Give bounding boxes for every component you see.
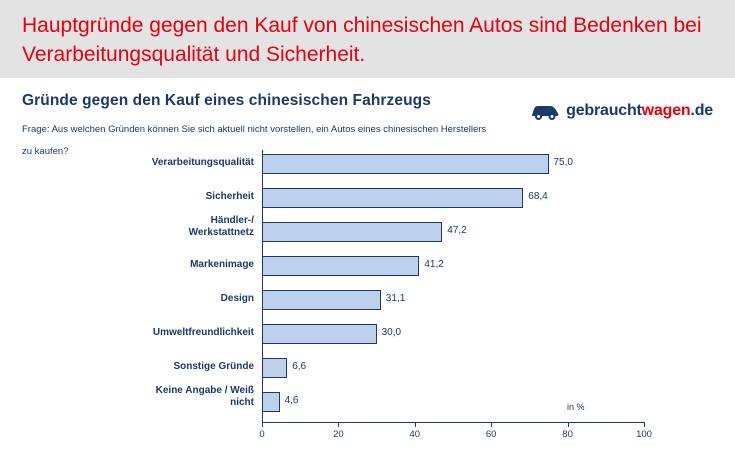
category-label: Sonstige Gründe (173, 361, 254, 372)
category-label: Händler-/ Werkstattnetz (188, 215, 254, 238)
x-axis-line (262, 422, 644, 423)
x-axis-tick (644, 422, 645, 427)
bar-value-label: 30,0 (381, 327, 402, 338)
chart-panel (0, 78, 735, 467)
x-axis-unit-label: in % (567, 402, 585, 412)
x-axis-tick-label: 100 (636, 429, 652, 440)
logo-text-part2: wagen (641, 102, 691, 119)
bar-chart-plot (151, 150, 652, 440)
logo-text (566, 102, 713, 120)
x-axis-tick (338, 422, 339, 427)
category-label: Umweltfreundlichkeit (152, 327, 254, 338)
category-label: Markenimage (190, 259, 254, 270)
bar (262, 324, 377, 344)
x-axis-tick-label: 0 (259, 429, 265, 440)
chart-title: Gründe gegen den Kauf eines chinesischen Fahrzeugs (22, 92, 431, 109)
bar-value-label: 4,6 (284, 395, 299, 406)
bar (262, 154, 549, 174)
headline-band (0, 0, 735, 78)
bar (262, 222, 442, 242)
chart-question: Frage: Aus welchen Gründen können Sie sich aktuell nicht vorstellen, ein Autos eines chinesischen Herstellers zu kaufen? (22, 124, 487, 157)
bar-value-label: 75,0 (553, 157, 573, 168)
bar (262, 358, 287, 378)
bar (262, 290, 381, 310)
x-axis-tick (415, 422, 416, 427)
category-label: Keine Angabe / Weiß nicht (155, 385, 254, 408)
x-axis-tick-label: 40 (409, 429, 421, 440)
category-label: Sicherheit (205, 191, 254, 202)
x-axis-tick-label: 20 (333, 429, 344, 440)
headline-text: Hauptgründe gegen den Kauf von chinesischen Autos sind Bedenken bei Verarbeitungsqualität und Sicherheit. (22, 14, 702, 66)
bar-value-label: 68,4 (528, 191, 548, 202)
brand-logo (530, 98, 713, 124)
category-label: Design (220, 293, 254, 304)
x-axis-tick (262, 422, 263, 427)
x-axis-tick-label: 80 (562, 429, 573, 440)
bar-value-label: 41,2 (424, 259, 444, 270)
logo-text-part1: gebraucht (566, 102, 642, 119)
x-axis-tick (491, 422, 492, 427)
bar-value-label: 31,1 (385, 293, 406, 304)
bar (262, 188, 523, 208)
bar-value-label: 6,6 (292, 361, 307, 372)
x-axis-tick (568, 422, 569, 427)
bar (262, 256, 419, 276)
car-icon (530, 100, 560, 122)
x-axis-tick-label: 60 (485, 429, 497, 440)
bar-value-label: 47,2 (447, 225, 467, 236)
logo-text-part3: .de (690, 102, 713, 119)
category-label: Verarbeitungsqualität (151, 157, 254, 168)
bar (262, 392, 280, 412)
